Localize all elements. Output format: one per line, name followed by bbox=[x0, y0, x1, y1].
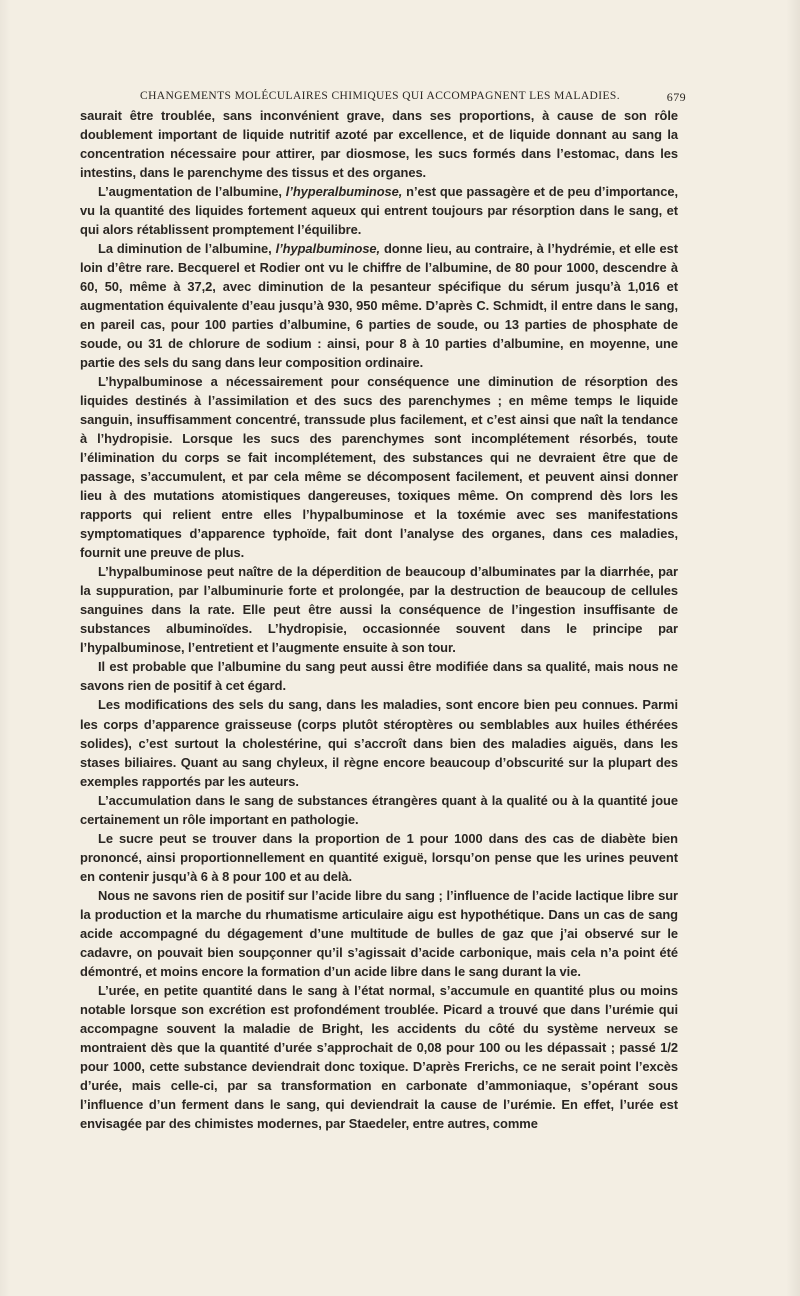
paragraph-text: La diminution de l’albumine, bbox=[98, 241, 276, 257]
running-title: CHANGEMENTS MOLÉCULAIRES CHIMIQUES QUI ACCOMPAGNENT LES MALADIES. bbox=[140, 90, 620, 102]
paragraph: saurait être troublée, sans inconvénient grave, dans ses proportions, à cause de son rôle doublement important de liquide nutritif azoté par excellence, et de liquide donnant au sang la concentration nécessaire pour attirer, par diosmose, les sucs formés dans l’estomac, dans les intestins, dans le parenchyme des tissus et des organes. bbox=[80, 108, 678, 181]
paragraph: Les modifications des sels du sang, dans les maladies, sont encore bien peu connues. Parmi les corps d’apparence graisseuse (corps plutôt stéroptères ou semblables aux huiles éthérées solides), c’est surtout la cholestérine, qui s’accroît dans bien des maladies aiguës, dans les stases biliaires. Quant au sang chyleux, il règne encore beaucoup d’obscurité sur la plupart des exemples rapportés par les auteurs. bbox=[80, 697, 678, 789]
paragraph: Le sucre peut se trouver dans la proportion de 1 pour 1000 dans des cas de diabète bien prononcé, ainsi proportionnellement en quantité exiguë, lorsqu’on pense que les urines peuvent en contenir jusqu’à 6 à 8 pour 100 et au delà. bbox=[80, 830, 678, 884]
paragraph-text: donne lieu, au contraire, à l’hydrémie, et elle est loin d’être rare. Becquerel et Rodier ont vu le chiffre de l’albumine, de 80 pour 1000, descendre à 60, 50, même à 37,2, avec diminution de la pesanteur spécifique du sérum jusqu’à 1,016 et augmentation équivalente d’eau jusqu’à 930, 950 même. D’après C. Schmidt, il entre dans le sang, en pareil cas, pour 100 parties d’albumine, 6 parties de soude, ou 13 parties de phosphate de soude, ou 31 de chlorure de sodium : ainsi, pour 8 à 10 parties d’albumine, en moyenne, une partie des sels du sang dans leur composition ordinaire. bbox=[80, 241, 678, 371]
paragraph bbox=[80, 182, 678, 239]
paragraph: L’hypalbuminose peut naître de la déperdition de beaucoup d’albuminates par la diarrhée, par la suppuration, par l’albuminurie forte et prolongée, par la destruction de beaucoup de cellules sanguines dans la rate. Elle peut être aussi la conséquence de l’ingestion insuffisante de substances albuminoïdes. L’hydropisie, occasionnée souvent dans le principe par l’hypalbuminose, l’entretient et l’augmente ensuite à son tour. bbox=[80, 564, 678, 656]
paragraph: L’hypalbuminose a nécessairement pour conséquence une diminution de résorption des liquides destinés à l’assimilation et des sucs des parenchymes ; en même temps le liquide sanguin, insuffisamment concentré, transsude plus facilement, et c’est ainsi que naît la tendance à l’hydropisie. Lorsque les sucs des parenchymes sont incomplétement résorbés, toute l’élimination du corps se fait incomplétement, des substances qui ne devraient être que de passage, s’accumulent, et par cela même se décomposent facilement, et peuvent ainsi donner lieu à des mutations atomistiques dangereuses, toxiques même. On comprend dès lors les rapports qui relient entre elles l’hypalbuminose et la toxémie avec ses manifestations symptomatiques d’apparence typhoïde, fait dont l’analyse des organes, dans ces maladies, fournit une preuve de plus. bbox=[80, 374, 678, 561]
page-edge-right bbox=[786, 0, 800, 1296]
paragraph-text: n’est que passagère et de peu d’importance, vu la quantité des liquides fortement aqueux qui entrent toujours par résorption dans le sang, et qui alors rétablissent promptement l’équilibre. bbox=[80, 184, 678, 238]
paragraph: Il est probable que l’albumine du sang peut aussi être modifiée dans sa qualité, mais nous ne savons rien de positif à cet égard. bbox=[80, 659, 678, 694]
paragraph-text: L’augmentation de l’albumine, bbox=[98, 184, 286, 200]
paragraph: L’accumulation dans le sang de substances étrangères quant à la qualité ou à la quantité joue certainement un rôle important en pathologie. bbox=[80, 792, 678, 827]
paragraph: L’urée, en petite quantité dans le sang à l’état normal, s’accumule en quantité plus ou moins notable lorsque son excrétion est profondément troublée. Picard a trouvé que dans l’urémie qui accompagne souvent la maladie de Bright, les accidents du côté du système nerveux se montraient dès que la quantité d’urée s’approchait de 0,08 pour 100 ou les dépassait ; passé 1/2 pour 1000, cette substance deviendrait donc toxique. D’après Frerichs, ce ne serait point l’excès d’urée, mais celle-ci, par sa transformation en carbonate d’ammoniaque, s’opérant sous l’influence d’un ferment dans le sang, qui deviendrait la cause de l’urémie. En effet, l’urée est envisagée par des chimistes modernes, par Staedeler, entre autres, comme bbox=[80, 982, 678, 1131]
italic-term: l’hyperalbuminose, bbox=[285, 184, 403, 200]
page-body bbox=[80, 106, 678, 1133]
page-edge-left bbox=[0, 0, 10, 1296]
italic-term: l’hypalbuminose, bbox=[275, 241, 381, 257]
page-number: 679 bbox=[666, 90, 686, 104]
paragraph: Nous ne savons rien de positif sur l’acide libre du sang ; l’influence de l’acide lactique libre sur la production et la marche du rhumatisme articulaire aigu est hypothétique. Dans un cas de sang acide accompagné du dégagement d’une multitude de bulles de gaz que j’ai observé sur le cadavre, on pouvait bien soupçonner qu’il s’agissait d’acide carbonique, mais cela n’a point été démontré, et moins encore la formation d’un acide libre dans le sang durant la vie. bbox=[80, 887, 678, 979]
paragraph bbox=[80, 239, 678, 372]
